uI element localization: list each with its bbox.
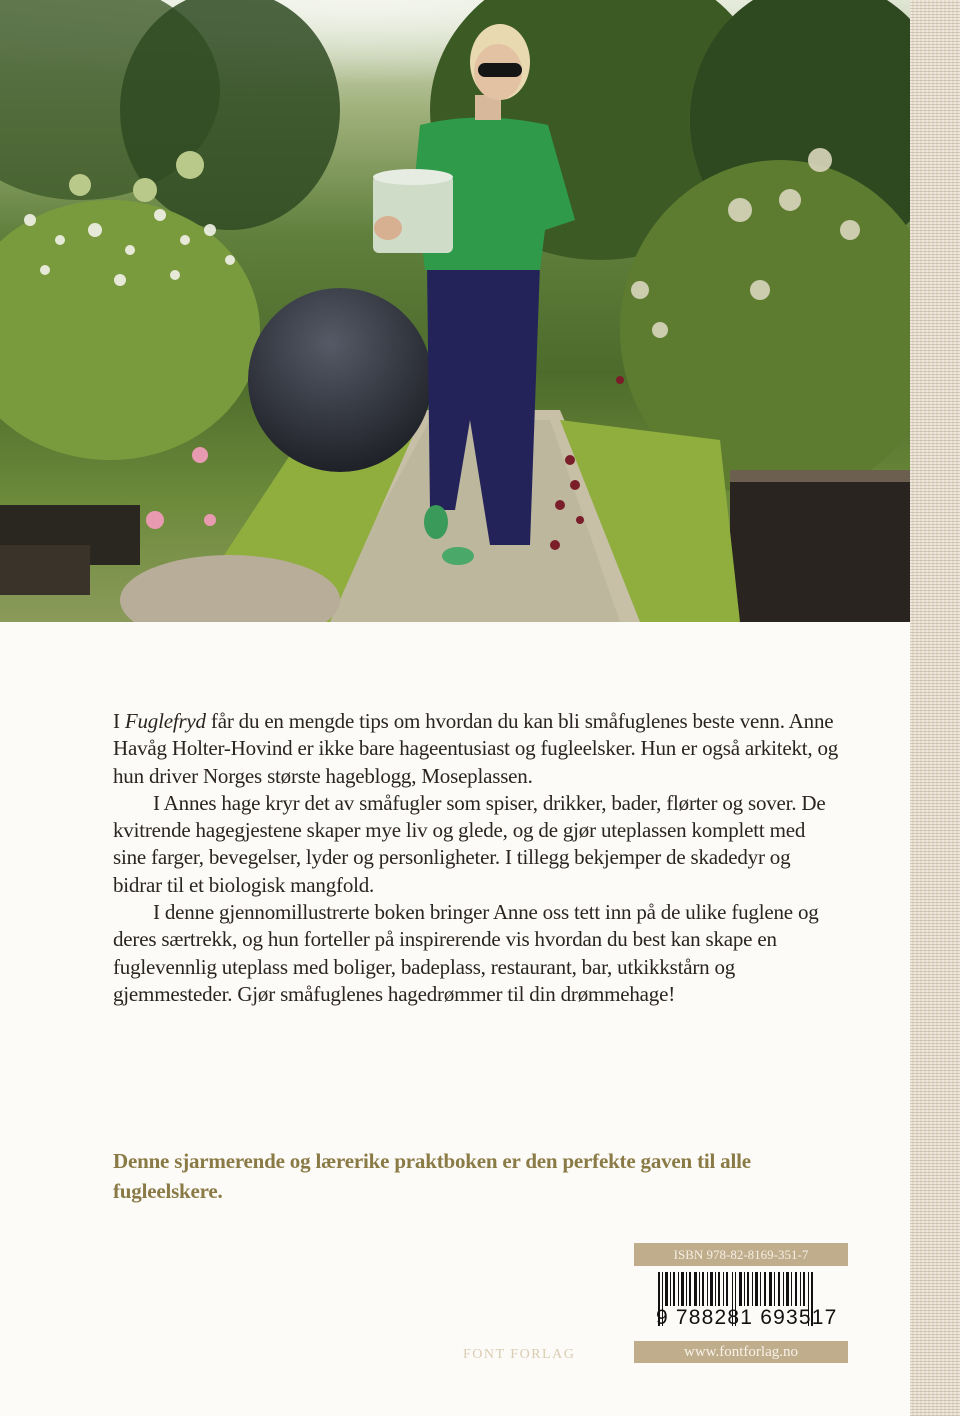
book-title: Fuglefryd — [124, 709, 206, 733]
isbn-label: ISBN 978-82-8169-351-7 — [634, 1243, 848, 1266]
paragraph-2: I Annes hage kryr det av småfugler som spiser, drikker, bader, flørter og sover. De kvitrende hagegjestene skaper mye liv og glede, og de gjør uteplassen komplett med sine farger, bevegelser, lyder og personligheter. I tillegg bekjemper de skadedyr og bidrar til et biologisk mangfold. — [113, 790, 826, 897]
description-text — [113, 708, 843, 1008]
paragraph-3: I denne gjennomillustrerte boken bringer Anne oss tett inn på de ulike fuglene og deres særtrekk, og hun forteller på inspirerende vis hvordan du best kan skape en fuglevennlig uteplass med boliger, badeplass, restaurant, bar, utkikkstårn og gjemmesteder. Gjør småfuglenes hagedrømmer til din drømmehage! — [113, 900, 819, 1006]
cloth-spine — [910, 0, 960, 1416]
publisher-name: FONT FORLAG — [463, 1347, 576, 1362]
highlight-tagline: Denne sjarmerende og lærerike praktboken er den perfekte gaven til alle fugleelskere. — [113, 1149, 751, 1203]
cover-photo — [0, 0, 910, 622]
garden-photo-illustration — [0, 0, 910, 622]
publisher-url: www.fontforlag.no — [634, 1341, 848, 1363]
barcode-number: 9 788281 693517 — [656, 1306, 838, 1329]
paragraph-1: I Fuglefryd får du en mengde tips om hvordan du kan bli småfuglenes beste venn. Anne Havåg Holter-Hovind er ikke bare hageentusiast og fugleelsker. Hun er også arkitekt, og hun driver Norges største hageblogg, Moseplassen. — [113, 709, 839, 788]
